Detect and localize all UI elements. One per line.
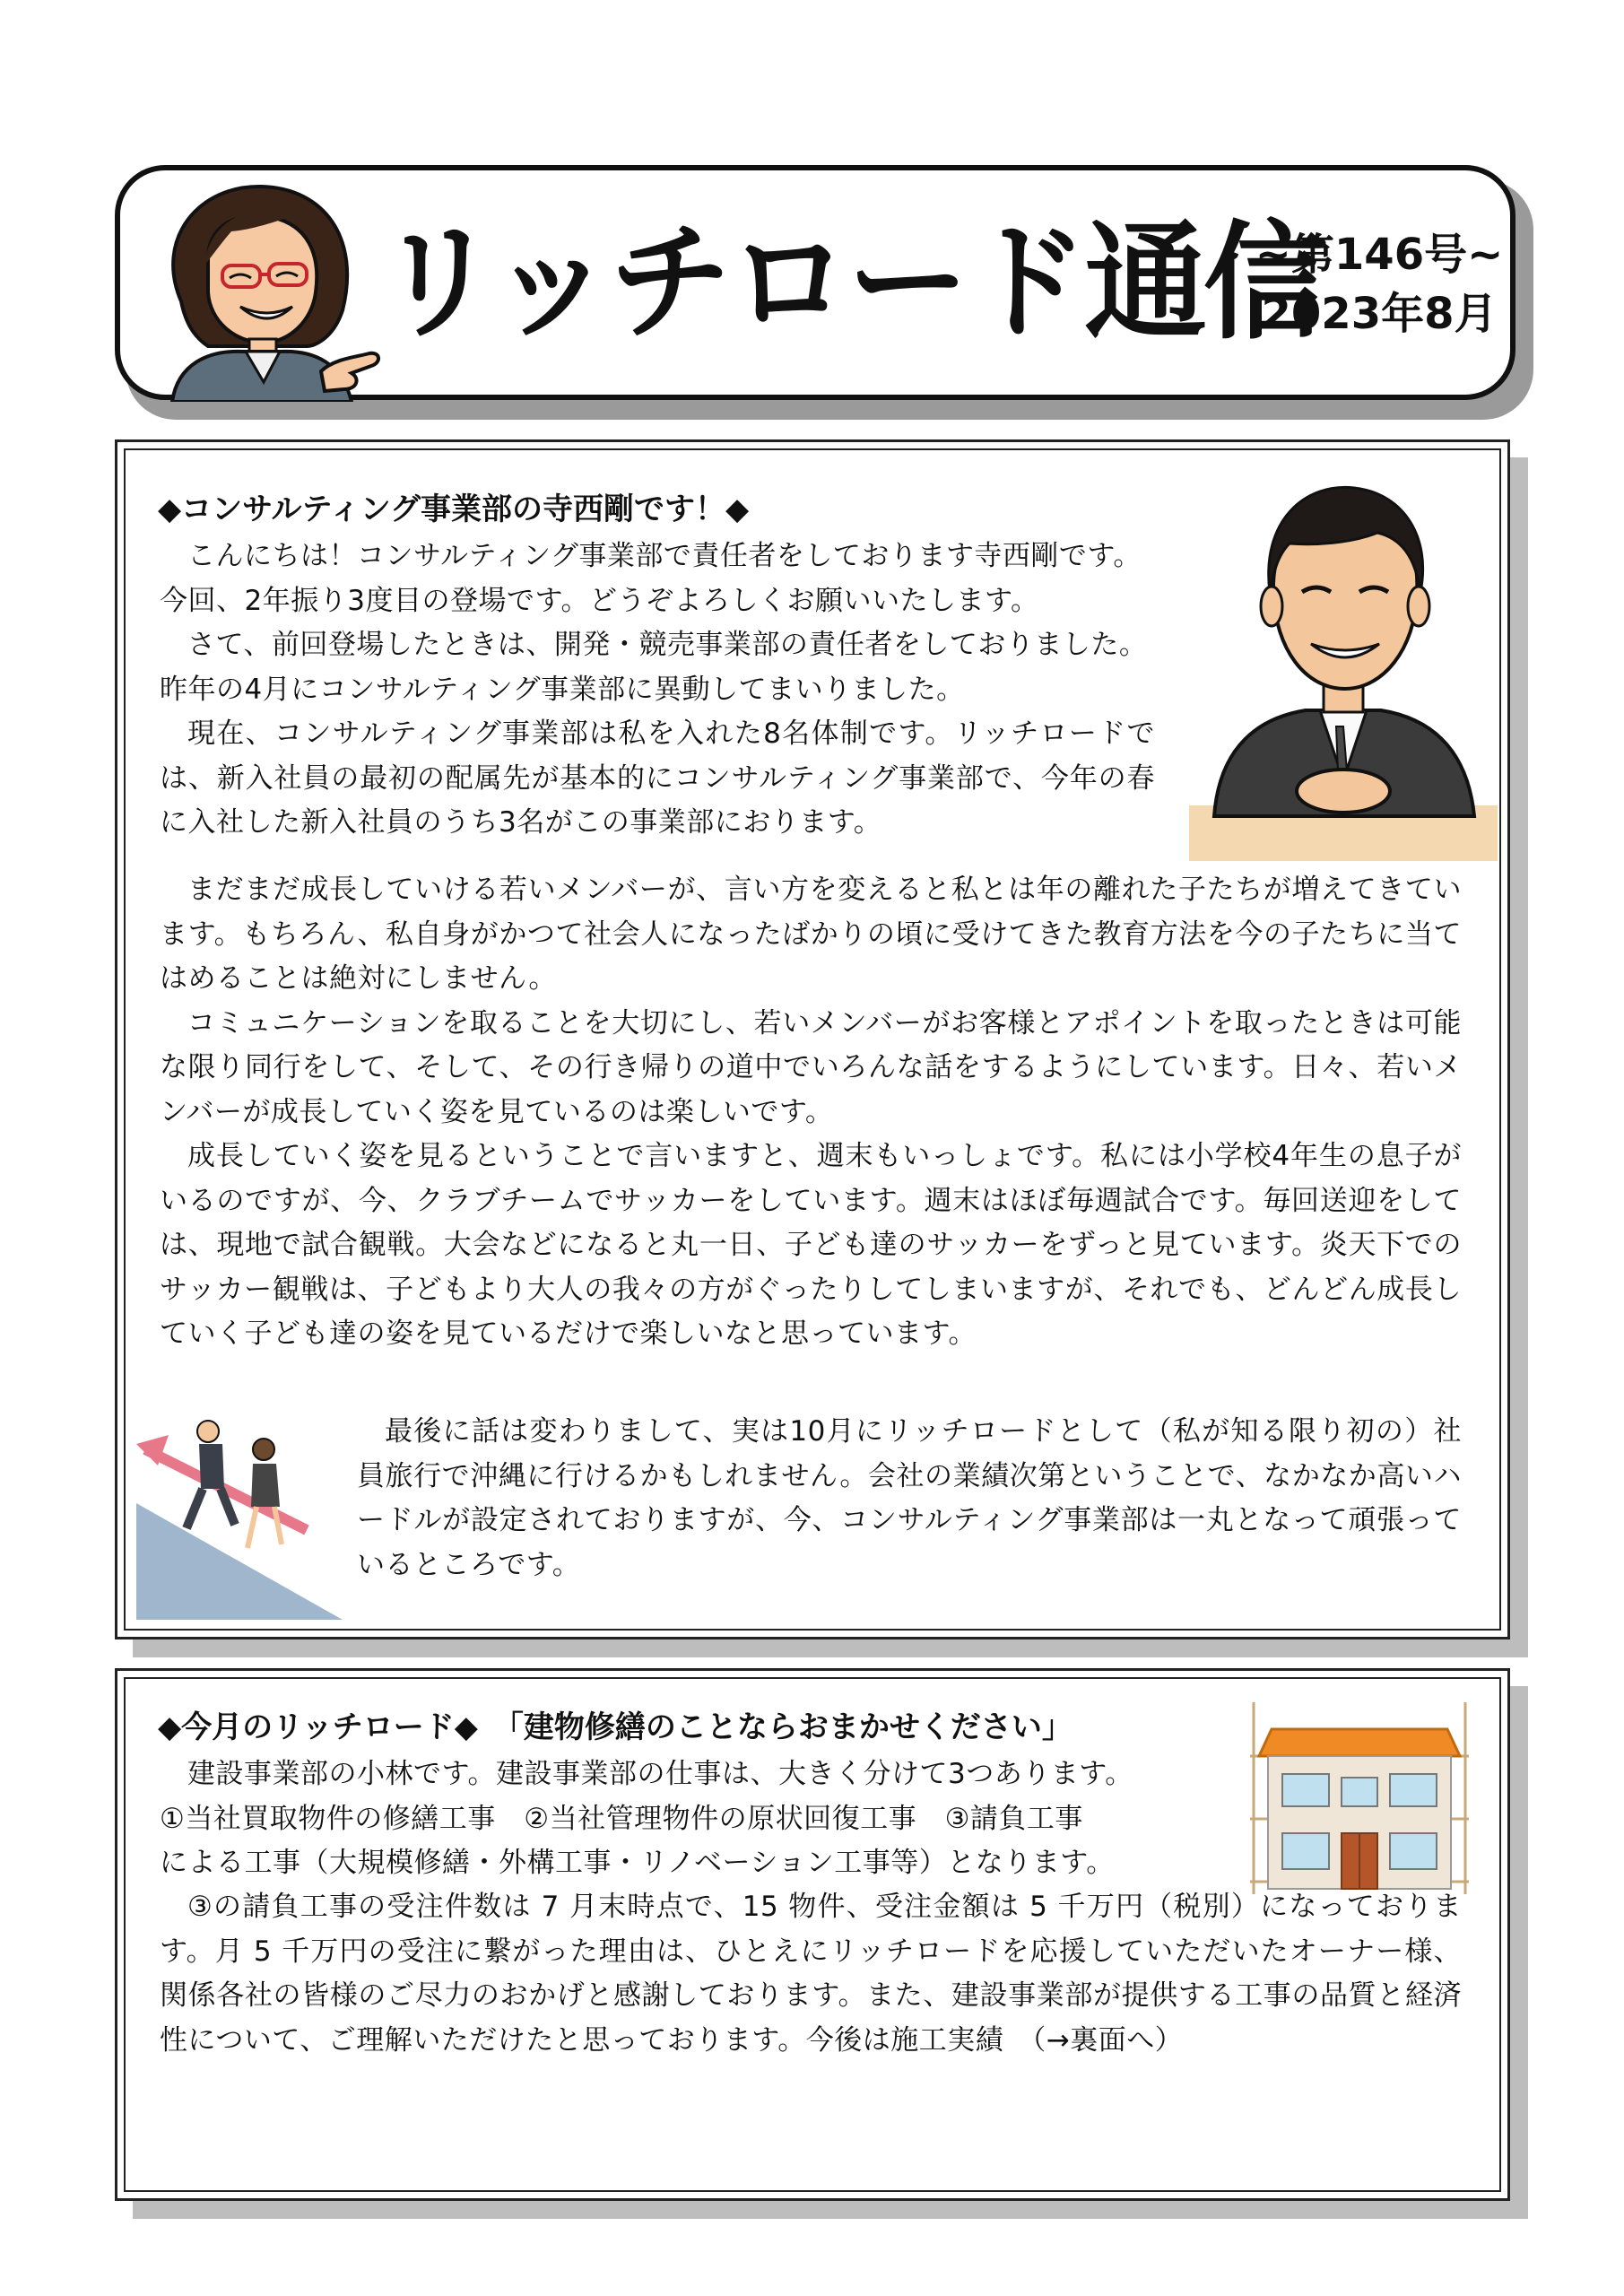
- section1-closing: [357, 1410, 1462, 1587]
- paragraph: 成長していく姿を見るということで言いますと、週末もいっしょです。私には小学校4年生の息子がいるのですが、今、クラブチームでサッカーをしています。週末はほぼ毎週試合です。毎回送迎をしては、現地で試合観戦。大会などになると丸一日、子ども達のサッカーをずっと見ています。炎天下でのサッカー観戦は、子どもより大人の我々の方がぐったりしてしまいますが、それでも、どんどん成長していく子ども達の姿を見ているだけで楽しいなと思っています。: [160, 1140, 1462, 1350]
- newsletter-title: リッチロード通信: [377, 209, 1323, 357]
- paragraph: による工事（大規模修繕・外構工事・リノベーション工事等）となります。: [160, 1847, 1115, 1879]
- paragraph: 現在、コンサルティング事業部は私を入れた8名体制です。リッチロードでは、新入社員の最初の配属先が基本的にコンサルティング事業部で、今年の春に入社した新入社員のうち3名がこの事業部におります。: [160, 718, 1155, 839]
- paragraph: ③の請負工事の受注件数は 7 月末時点で、15 物件、受注金額は 5 千万円（税別）になっております。月 5 千万円の受注に繋がった理由は、ひとえにリッチロードを応援していただいたオーナー様、関係各社の皆様のご尽力のおかげと感謝しております。また、建設事業部が提供する工事の品質と経済性について、ご理解いただけたと思っております。今後は施工実績 （→裏面へ）: [160, 1891, 1462, 2057]
- running-business-people-illustration: [136, 1413, 343, 1620]
- section1-body: [160, 868, 1462, 1357]
- mascot-woman-illustration: [145, 167, 389, 402]
- issue-number: ~第146号~: [1255, 230, 1504, 280]
- section-heading: ◆今月のリッチロード◆ 「建物修繕のことならおまかせください」: [158, 1709, 1073, 1745]
- section-heading: ◆コンサルティング事業部の寺西剛です！◆: [158, 491, 750, 527]
- paragraph: さて、前回登場したときは、開発・競売事業部の責任者をしておりました。: [187, 629, 1148, 661]
- section2-intro: [160, 1752, 1245, 1886]
- paragraph: ①当社買取物件の修繕工事 ②当社管理物件の原状回復工事 ③請負工事: [160, 1802, 1083, 1835]
- paragraph: コミュニケーションを取ることを大切にし、若いメンバーがお客様とアポイントを取ったときは可能な限り同行をして、そして、その行き帰りの道中でいろんな話をするようにしています。日々、若いメンバーが成長していく姿を見ているのは楽しいです。: [160, 1006, 1462, 1128]
- paragraph: こんにちは！コンサルティング事業部で責任者をしております寺西剛です。: [187, 540, 1142, 572]
- paragraph: 建設事業部の小林です。建設事業部の仕事は、大きく分けて3つあります。: [187, 1758, 1133, 1790]
- portrait-man-illustration: [1189, 457, 1498, 861]
- section2-body: [160, 1885, 1462, 2063]
- issue-date: 2023年8月: [1261, 289, 1498, 339]
- paragraph: 最後に話は変わりまして、実は10月にリッチロードとして（私が知る限り初の）社員旅行で沖縄に行けるかもしれません。会社の業績次第ということで、なかなか高いハードルが設定されておりますが、今、コンサルティング事業部は一丸となって頑張っているところです。: [357, 1415, 1462, 1581]
- section1-intro: [160, 535, 1191, 846]
- building-illustration: [1250, 1702, 1469, 1894]
- paragraph: 今回、2年振り3度目の登場です。どうぞよろしくお願いいたします。: [160, 584, 1039, 617]
- paragraph: まだまだ成長していける若いメンバーが、言い方を変えると私とは年の離れた子たちが増えてきています。もちろん、私自身がかつて社会人になったばかりの頃に受けてきた教育方法を今の子たちに当てはめることは絶対にしません。: [160, 874, 1463, 995]
- paragraph: 昨年の4月にコンサルティング事業部に異動してまいりました。: [160, 673, 965, 706]
